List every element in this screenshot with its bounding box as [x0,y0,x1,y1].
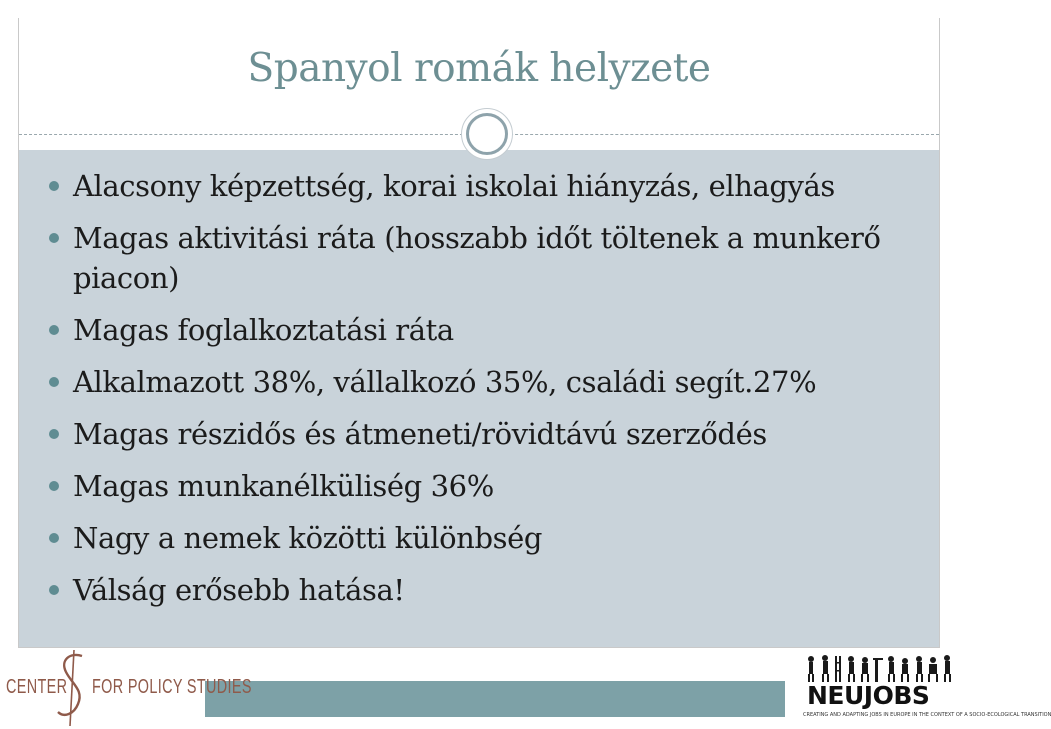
bullet-item [45,310,925,350]
bullet-text: Válság erősebb hatása! [73,573,405,607]
bullet-item [45,362,925,402]
bullet-text: Magas munkanélküliség 36% [73,469,494,503]
cps-logo-words-policy-studies: FOR POLICY STUDIES [92,676,252,698]
bullet-dot-icon [49,233,59,243]
bullet-dot-icon [49,325,59,335]
cps-logo-word-center: CENTER [6,676,68,698]
bullet-text: Magas foglalkoztatási ráta [73,313,454,347]
cps-logo-s-mark-icon [52,650,92,726]
bullet-item [45,166,925,206]
bullet-item [45,414,925,454]
bullet-text: Magas részidős és átmeneti/rövidtávú szerződés [73,417,767,451]
neujobs-logo-tagline: CREATING AND ADAPTING JOBS IN EUROPE IN THE CONTEXT OF A SOCIO-ECOLOGICAL TRANSITION [803,712,1051,718]
bullet-item [45,466,925,506]
bullet-item [45,218,925,298]
bullet-text: Nagy a nemek közötti különbség [73,521,543,555]
bullet-dot-icon [49,181,59,191]
neujobs-logo-wordmark: NEUJOBS [807,681,930,710]
slide-title: Spanyol romák helyzete [247,46,711,91]
neujobs-logo [785,650,1051,729]
bullet-list [45,166,925,622]
bullet-dot-icon [49,585,59,595]
bullet-item [45,518,925,558]
bullet-text: Magas aktivitási ráta (hosszabb időt töltenek a munkerő piacon) [73,221,881,295]
bullet-text: Alacsony képzettség, korai iskolai hiányzás, elhagyás [73,169,835,203]
divider-circle-ring [466,113,508,155]
neujobs-workers-silhouettes-icon [805,654,955,682]
bullet-item [45,570,925,610]
bullet-text: Alkalmazott 38%, vállalkozó 35%, családi segít.27% [73,365,817,399]
bullet-dot-icon [49,481,59,491]
footer-bar [205,681,785,717]
bullet-dot-icon [49,377,59,387]
bullet-dot-icon [49,429,59,439]
bullet-dot-icon [49,533,59,543]
cps-logo [0,648,252,729]
